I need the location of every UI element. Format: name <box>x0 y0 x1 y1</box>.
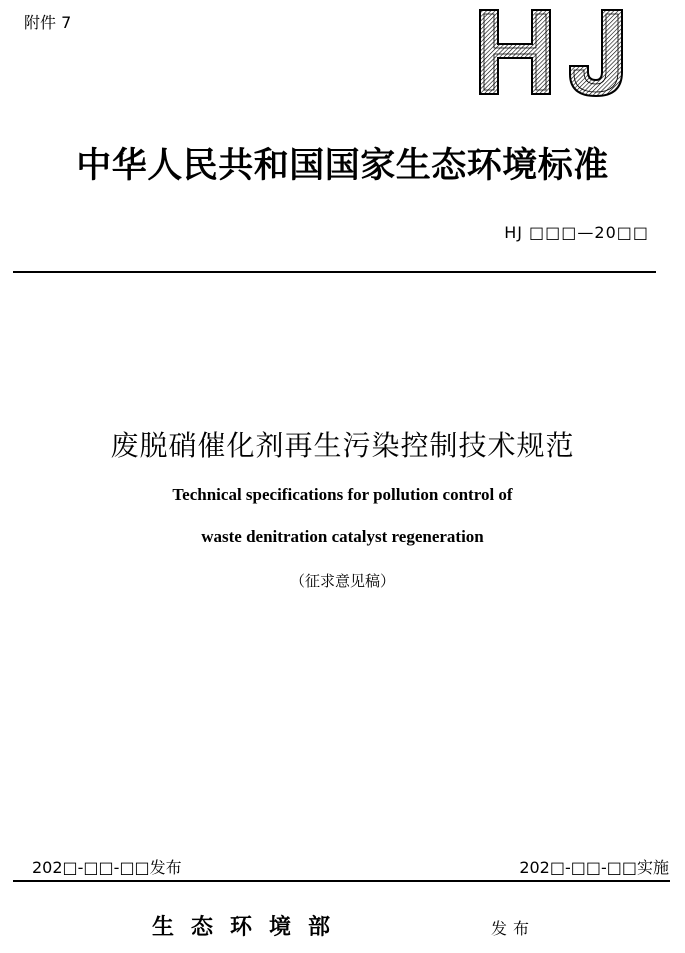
attachment-label: 附件 7 <box>24 13 72 32</box>
publish-date: 202□-□□-□□发布 <box>32 858 182 877</box>
national-standard-title: 中华人民共和国国家生态环境标准 <box>76 145 609 186</box>
top-divider <box>13 271 656 273</box>
hj-logo <box>474 6 638 98</box>
document-title-english-line2: waste denitration catalyst regeneration <box>201 527 484 546</box>
bottom-divider <box>13 880 670 882</box>
implementation-date: 202□-□□-□□实施 <box>519 858 669 877</box>
issuing-ministry: 生态环境部 <box>152 914 348 940</box>
document-title-chinese: 废脱硝催化剂再生污染控制技术规范 <box>110 429 575 462</box>
hj-logo-graphic <box>474 6 638 98</box>
issue-word: 发布 <box>491 919 536 938</box>
document-title-english-line1: Technical specifications for pollution control of <box>172 485 513 504</box>
draft-note: （征求意见稿） <box>289 572 395 590</box>
standard-number: HJ □□□—20□□ <box>504 223 649 242</box>
